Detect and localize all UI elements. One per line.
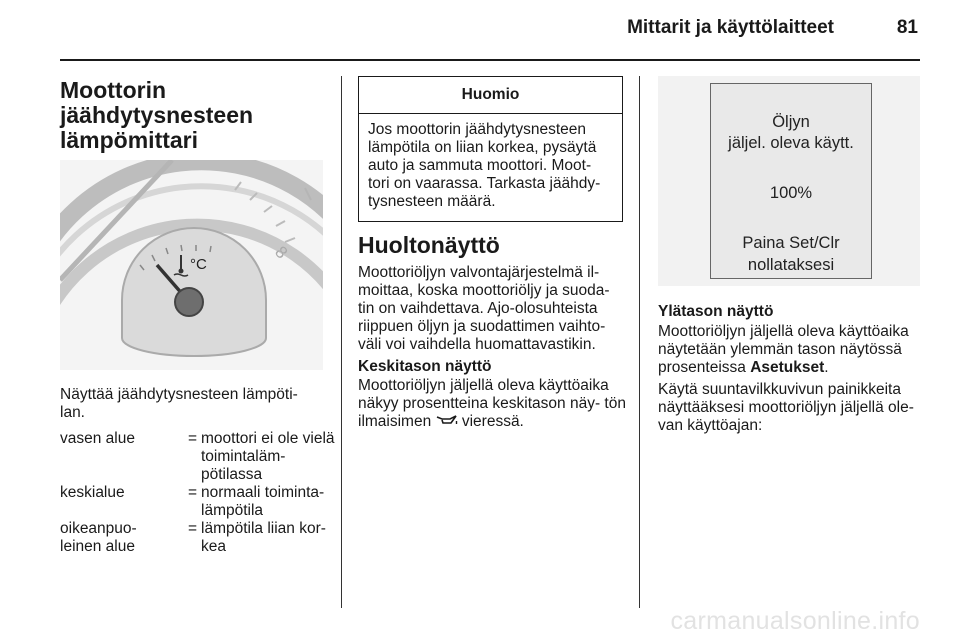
column-divider-1 <box>341 76 342 608</box>
definition-row <box>60 520 340 560</box>
settings-term: Asetukset <box>750 359 825 376</box>
display-line-remaining: jäljel. oleva käytt. <box>728 134 854 152</box>
display-line-press: Paina Set/Clr <box>742 234 840 252</box>
column-divider-2 <box>639 76 640 608</box>
upper-level-display-text <box>658 323 923 377</box>
definition-term: keskialue <box>60 484 125 501</box>
oil-life-display-illustration <box>658 76 920 286</box>
display-line-oil: Öljyn <box>772 113 810 131</box>
definition-row <box>60 430 340 486</box>
section-title-coolant-gauge: Moottorin jäähdytysnesteen lämpömittari <box>60 77 254 153</box>
oil-can-icon <box>436 413 458 431</box>
mid-level-display-text <box>358 377 628 431</box>
definition-term: oikeanpuo- leinen alue <box>60 520 137 555</box>
notice-heading: Huomio <box>359 77 622 114</box>
turn-signal-instruction-text: Käytä suuntavilkkuvivun painikkeita näyttääksesi moottoriöljyn jäljellä ole- van käyttöajan: <box>658 381 914 434</box>
subheading-upper-level-display: Ylätason näyttö <box>658 303 774 320</box>
definition-term: vasen alue <box>60 430 135 447</box>
display-line-percent: 100% <box>769 184 813 202</box>
mid-level-text-before: Moottoriöljyn jäljellä oleva käyttöaika näkyy prosentteina keskitason näy- tön ilmaisimen <box>358 377 626 431</box>
gauge-tick-label: 8 <box>271 242 292 263</box>
display-line-reset: nollataksesi <box>747 256 835 274</box>
service-display-text: Moottoriöljyn valvontajärjestelmä il- moittaa, koska moottoriöljy ja suoda- tin on vaihdettava. Ajo-olosuhteista riippuen öljyn ja suodattimen vaihto- väli voi vaihdella huomattavastikin. <box>358 264 610 353</box>
upper-level-text-after: . <box>824 359 829 376</box>
page-number: 81 <box>896 17 918 38</box>
coolant-gauge-illustration <box>60 160 323 370</box>
definition-separator: = <box>188 484 198 501</box>
definition-description: lämpötila liian kor- kea <box>201 520 326 555</box>
definition-separator: = <box>188 520 198 537</box>
upper-level-display-screen <box>710 83 872 279</box>
watermark: carmanualsonline.info <box>670 607 920 635</box>
definition-description: normaali toiminta- lämpötila <box>201 484 325 519</box>
notice-body: Jos moottorin jäähdytysnesteen lämpötila on liian korkea, pysäytä auto ja sammuta moottori. Moot- tori on vaarassa. Tarkasta jäähdy- tysnesteen määrä. <box>368 121 601 210</box>
subheading-mid-level-display: Keskitason näyttö <box>358 358 492 375</box>
running-header-title: Mittarit ja käyttölaitteet <box>627 17 834 38</box>
gauge-unit-label: °C <box>190 256 207 273</box>
definition-separator: = <box>188 430 198 447</box>
definition-row <box>60 484 340 522</box>
gauge-intro-text: Näyttää jäähdytysnesteen lämpöti- lan. <box>60 386 298 421</box>
mid-level-text-after: vieressä. <box>461 413 524 431</box>
notice-box <box>358 76 623 222</box>
upper-level-text-before: Moottoriöljyn jäljellä oleva käyttöaika näytetään ylemmän tason näytössä prosenteissa <box>658 323 909 376</box>
coolant-gauge-graphic <box>60 160 323 370</box>
header-rule <box>60 59 920 61</box>
section-title-service-display: Huoltonäyttö <box>358 232 500 258</box>
definition-description: moottori ei ole vielä toimintaläm- pötilassa <box>201 430 335 483</box>
